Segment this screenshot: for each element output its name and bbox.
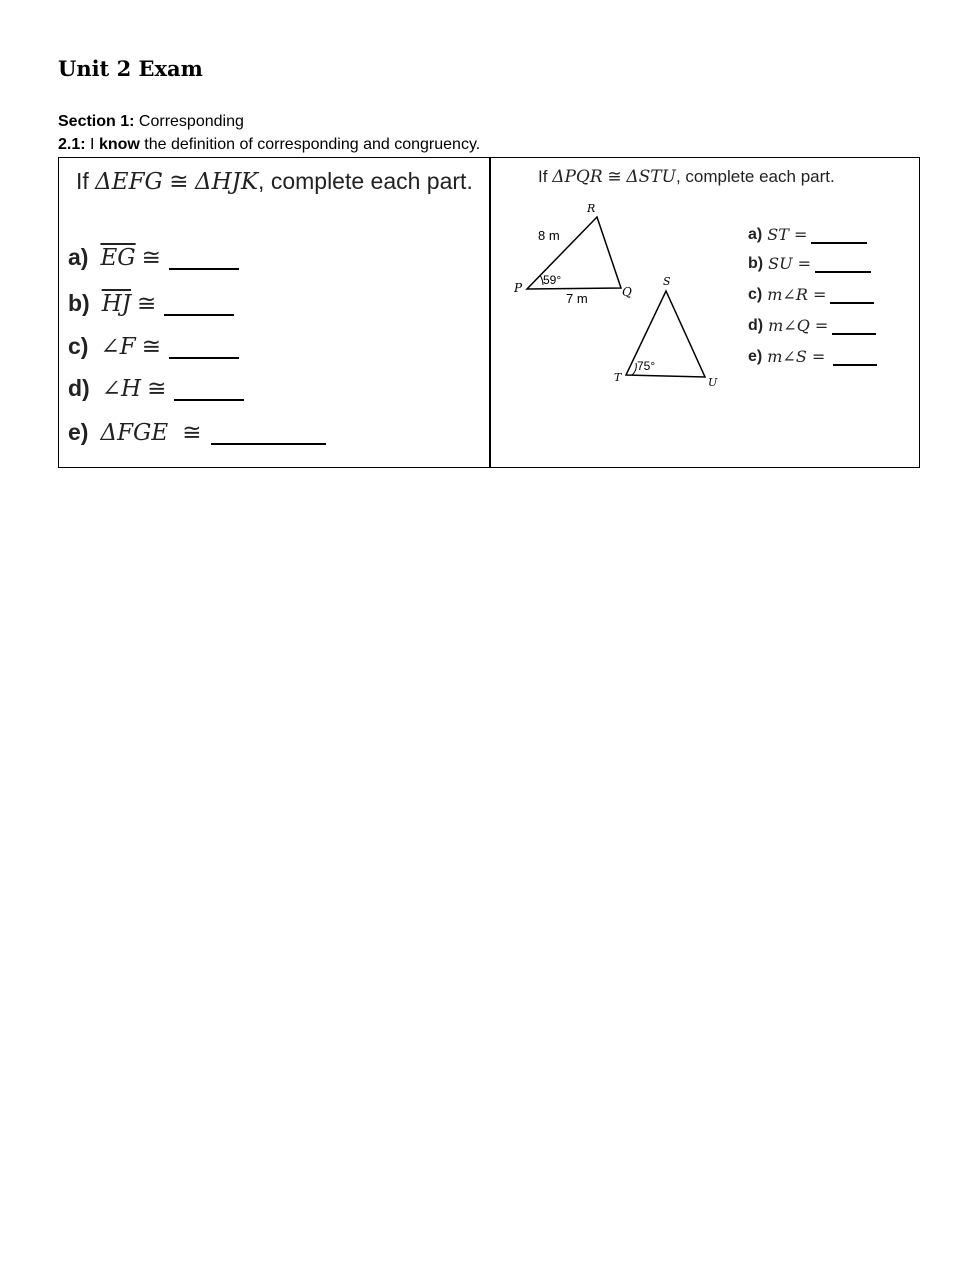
standard-pre: I [90, 136, 95, 153]
congruent-symbol: ≅ [141, 333, 161, 360]
right-heading-cong: ≅ [607, 167, 622, 187]
item-label: b) [748, 254, 764, 272]
right-item-a [748, 225, 867, 244]
vertex-u: U [708, 376, 718, 389]
right-heading-tri1: ΔPQR [552, 167, 603, 187]
congruent-symbol: ≅ [137, 290, 157, 317]
congruent-symbol: ≅ [182, 419, 202, 446]
congruent-symbol: ≅ [147, 375, 167, 402]
standard-number: 2.1: [58, 136, 86, 153]
section-heading [58, 113, 244, 131]
congruent-symbol: ≅ [141, 244, 161, 271]
item-label: d) [748, 316, 764, 334]
item-expr: ΔFGE [100, 419, 169, 446]
item-label: b) [68, 290, 90, 316]
answer-blank[interactable] [169, 246, 239, 270]
item-expr: m∠R = [767, 285, 827, 304]
section-text: Corresponding [138, 113, 244, 130]
item-expr: ∠F [100, 333, 136, 360]
answer-blank[interactable] [830, 286, 874, 304]
right-item-c [748, 285, 874, 304]
section-label: Section 1: [58, 113, 135, 130]
item-expr: m∠S = [767, 347, 826, 366]
item-label: a) [748, 225, 763, 243]
right-heading [538, 167, 835, 187]
vertex-r: R [587, 202, 596, 215]
triangle-figures [500, 195, 730, 395]
left-item-b [68, 290, 234, 317]
item-expr: m∠Q = [768, 316, 829, 335]
right-item-d [748, 316, 876, 335]
right-item-e [748, 347, 877, 366]
left-heading-rest: , complete each part. [258, 168, 473, 194]
left-heading-tri1: ΔEFG [95, 169, 163, 195]
left-heading-cong: ≅ [169, 169, 189, 195]
standard-statement [58, 136, 480, 154]
answer-blank[interactable] [164, 292, 234, 316]
left-item-a [68, 244, 239, 271]
answer-blank[interactable] [815, 255, 871, 273]
right-heading-if: If [538, 167, 548, 186]
right-heading-tri2: ΔSTU [626, 167, 676, 187]
item-expr: ST = [767, 225, 808, 244]
item-label: c) [748, 285, 763, 303]
answer-blank[interactable] [169, 335, 239, 359]
left-heading-if: If [76, 168, 89, 194]
item-expr: ∠H [101, 375, 142, 402]
answer-blank[interactable] [833, 348, 877, 366]
box-divider [489, 157, 491, 468]
item-label: e) [748, 347, 763, 365]
item-expr: $\overline{EG}$ [100, 244, 136, 271]
item-expr: $\overline{HJ}$ [101, 290, 131, 317]
standard-bold: know [98, 136, 140, 153]
angle-t-arc [632, 363, 636, 375]
item-label: a) [68, 244, 89, 270]
side-pr-label: 8 m [538, 228, 560, 243]
standard-text: the definition of corresponding and congruency. [144, 136, 481, 153]
item-label: e) [68, 419, 89, 445]
vertex-p: P [514, 281, 523, 295]
vertex-q: Q [622, 285, 632, 299]
left-heading [76, 168, 473, 195]
answer-blank[interactable] [174, 377, 244, 401]
right-item-b [748, 254, 871, 273]
page-title: Unit 2 Exam [58, 56, 203, 81]
angle-p-label: 59° [543, 273, 562, 287]
vertex-s: S [663, 275, 671, 288]
item-label: d) [68, 375, 90, 401]
left-item-e [68, 419, 326, 446]
answer-blank[interactable] [832, 317, 876, 335]
item-label: c) [68, 333, 89, 359]
left-item-d [68, 375, 244, 402]
angle-t-label: 75° [637, 359, 656, 373]
left-item-c [68, 333, 239, 360]
item-expr: SU = [768, 254, 812, 273]
right-heading-rest: , complete each part. [675, 167, 835, 186]
side-pq-label: 7 m [566, 291, 588, 306]
vertex-t: T [614, 371, 622, 384]
left-heading-tri2: ΔHJK [194, 169, 259, 195]
answer-blank[interactable] [211, 421, 326, 445]
answer-blank[interactable] [811, 226, 867, 244]
